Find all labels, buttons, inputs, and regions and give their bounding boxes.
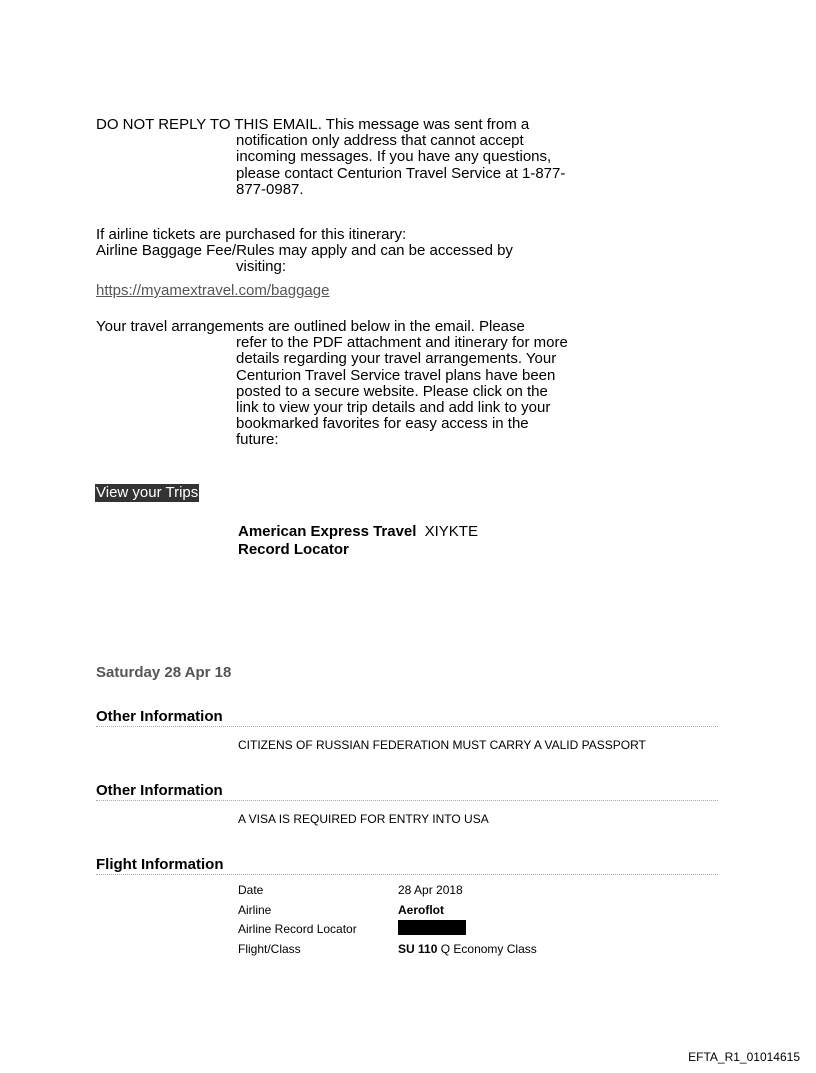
section-heading: Other Information <box>96 782 718 801</box>
flight-row-date <box>238 881 537 901</box>
date-heading: Saturday 28 Apr 18 <box>96 664 232 681</box>
arrangements-line: bookmarked favorites for easy access in the <box>236 415 529 433</box>
arrangements-line: posted to a secure website. Please click on the <box>236 382 548 400</box>
record-locator-label: American Express Travel <box>238 523 417 540</box>
notice-line: notification only address that cannot accept <box>236 132 524 150</box>
baggage-link[interactable]: https://myamextravel.com/baggage <box>96 282 330 299</box>
flight-date-label: Date <box>238 883 264 897</box>
document-id: EFTA_R1_01014615 <box>688 1050 800 1064</box>
flight-row-airline <box>238 901 537 921</box>
baggage-line: Airline Baggage Fee/Rules may apply and can be accessed by <box>96 242 513 260</box>
no-reply-notice <box>96 117 565 198</box>
flight-date-value: 28 Apr 2018 <box>398 883 463 897</box>
airline-value: Aeroflot <box>398 902 444 917</box>
record-locator-value: XIYKTE <box>424 523 478 540</box>
notice-line: please contact Centurion Travel Service at 1-877- <box>236 164 566 182</box>
flight-row-locator <box>238 920 537 940</box>
view-trips-button[interactable]: View your Trips <box>96 484 199 501</box>
flight-row-class <box>238 940 537 960</box>
flight-number: SU 110 <box>398 941 438 956</box>
airline-label: Airline <box>238 902 272 917</box>
notice-line: 877-0987. <box>236 180 304 198</box>
section-heading: Other Information <box>96 708 718 727</box>
notice-line: DO NOT REPLY TO THIS EMAIL. This message was sent from a <box>96 116 530 133</box>
arrangements-paragraph <box>96 319 568 449</box>
record-locator <box>238 523 478 559</box>
flight-details <box>238 881 537 959</box>
redaction-box <box>398 920 466 935</box>
section-text: CITIZENS OF RUSSIAN FEDERATION MUST CARRY A VALID PASSPORT <box>238 738 646 752</box>
arrangements-line: future: <box>236 431 279 449</box>
section-text: A VISA IS REQUIRED FOR ENTRY INTO USA <box>238 812 489 826</box>
flight-class-value: Q Economy Class <box>440 941 537 956</box>
record-locator-label: Record Locator <box>238 541 349 558</box>
baggage-notice <box>96 227 513 276</box>
arrangements-line: link to view your trip details and add link to your <box>236 399 551 417</box>
airline-locator-label: Airline Record Locator <box>238 922 357 936</box>
arrangements-line: details regarding your travel arrangements. Your <box>236 350 557 368</box>
baggage-line: visiting: <box>236 258 287 276</box>
notice-line: incoming messages. If you have any questions, <box>236 148 552 166</box>
arrangements-line: Centurion Travel Service travel plans have been <box>236 366 556 384</box>
flight-class-label: Flight/Class <box>238 941 301 956</box>
arrangements-line: Your travel arrangements are outlined below in the email. Please <box>96 318 525 335</box>
arrangements-line: refer to the PDF attachment and itinerary for more <box>236 334 568 352</box>
flight-heading: Flight Information <box>96 856 718 875</box>
baggage-line: If airline tickets are purchased for this itinerary: <box>96 226 407 243</box>
